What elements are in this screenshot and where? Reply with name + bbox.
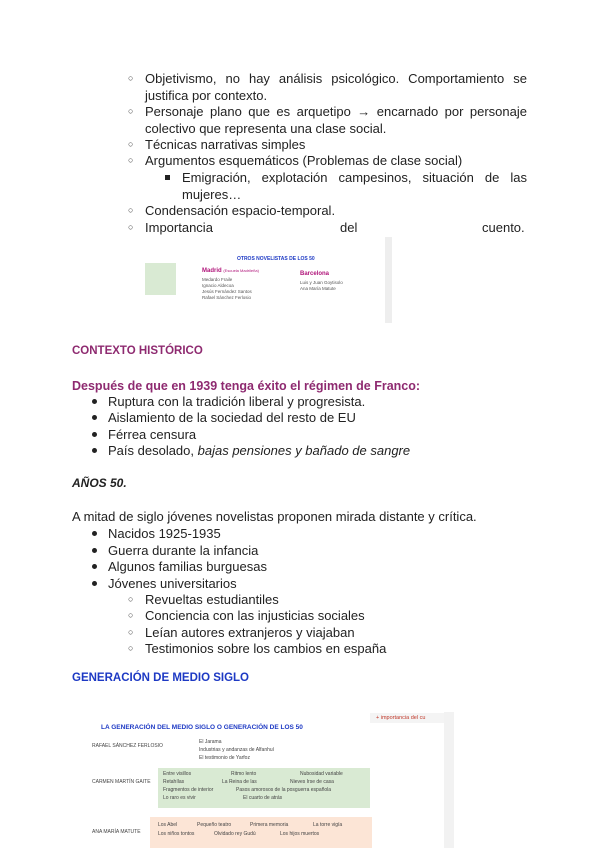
barcelona-name: Ana María Matute [300,286,336,291]
madrid-name: Ignacio Aldecoa [202,283,234,288]
author-label: ANA MARÍA MATUTE [92,829,141,835]
madrid-sub: (Escuela Madrileña) [223,268,259,273]
anos50-intro: A mitad de siglo jóvenes novelistas proponen mirada distante y crítica. [72,509,477,524]
list-subitem: Revueltas estudiantiles [145,592,279,607]
work-title: Nubosidad variable [300,771,343,777]
hollow-bullet-icon: ○ [128,73,134,83]
note-text: + importancia del cu [376,715,426,721]
list-item-word: Importancia [145,220,213,235]
author-label: CARMEN MARTÍN GAITE [92,779,151,785]
work-title: El testimonio de Yarfoz [199,755,250,761]
hollow-bullet-icon: ○ [128,594,134,604]
author-label: RAFAEL SÁNCHEZ FERLOSIO [92,743,163,749]
bullet-icon [92,531,97,536]
generacion-image [88,712,454,848]
work-title: La torre vigía [313,822,343,828]
green-block [145,263,176,295]
image-title: LA GENERACIÓN DEL MEDIO SIGLO O GENERACIÓN DE LOS 50 [101,724,303,731]
contexto-subheading: Después de que en 1939 tenga éxito el régimen de Franco: [72,379,421,393]
hollow-bullet-icon: ○ [128,222,134,232]
hollow-bullet-icon: ○ [128,139,134,149]
list-item: Aislamiento de la sociedad del resto de EU [108,410,356,425]
anos50-heading: AÑOS 50. [72,476,127,490]
barcelona-heading: Barcelona [300,271,330,277]
list-item-emphasis: bajas pensiones y bañado de sangre [197,443,411,458]
work-title: Entre visillos [163,771,192,777]
list-subitem: Conciencia con las injusticias sociales [145,608,365,623]
list-item-word: cuento. [482,220,525,235]
hollow-bullet-icon: ○ [128,106,134,116]
list-item [108,443,410,460]
madrid-name: Rafael Sánchez Ferlosio [202,295,252,300]
hollow-bullet-icon: ○ [128,627,134,637]
madrid-name: Medardo Fraile [202,277,233,282]
image-shadow [444,712,454,848]
bullet-icon [92,415,97,420]
work-title: Industrias y andanzas de Alfanhuí [199,747,275,753]
image-shadow [385,237,392,323]
list-subitem: Testimonios sobre los cambios en españa [145,641,387,656]
work-title: Primera memoria [250,822,289,828]
work-title: Pequeño teatro [197,822,232,828]
generacion-heading: GENERACIÓN DE MEDIO SIGLO [72,672,249,684]
work-title: Los hijos muertos [280,831,320,837]
bullet-icon [92,432,97,437]
work-title: Lo raro es vivir [163,795,196,801]
work-title: Pasos amorosos de la posguerra española [236,787,332,793]
work-title: Retahílas [163,779,185,785]
list-item: Ruptura con la tradición liberal y progresista. [108,394,366,409]
work-title: Ritmo lento [231,771,257,777]
contexto-heading: CONTEXTO HISTÓRICO [72,345,203,357]
bullet-icon [92,564,97,569]
bullet-icon [92,448,97,453]
hollow-bullet-icon: ○ [128,610,134,620]
square-bullet-icon [165,175,170,180]
list-item: Condensación espacio-temporal. [145,203,336,218]
image-title: OTROS NOVELISTAS DE LOS 50 [237,256,315,262]
list-item: Algunos familias burguesas [108,559,267,574]
list-item: Férrea censura [108,427,197,442]
list-item: Objetivismo, no hay análisis psicológico. Comportamiento se justifica por contexto. [145,71,527,103]
work-title: Los niños tontos [158,831,195,837]
list-item: Nacidos 1925-1935 [108,526,221,541]
list-item: Guerra durante la infancia [108,543,259,558]
work-title: El Jarama [199,739,222,745]
hollow-bullet-icon: ○ [128,155,134,165]
novelistas-image [145,237,393,323]
work-title: Los Abel [158,822,178,828]
bullet-icon [92,581,97,586]
list-subitem: Emigración, explotación campesinos, situación de las mujeres… [182,170,527,202]
work-title: El cuarto de atrás [243,795,283,801]
work-title: Nieves Irse de casa [290,779,334,785]
madrid-name: Jesús Fernández Santos [202,289,252,294]
bullet-icon [92,548,97,553]
barcelona-name: Luis y Juan Goytisolo [300,280,343,285]
hollow-bullet-icon: ○ [128,205,134,215]
list-subitem: Leían autores extranjeros y viajaban [145,625,355,640]
hollow-bullet-icon: ○ [128,643,134,653]
work-title: La Reina de las [222,779,257,785]
list-item: Personaje plano que es arquetipo → encarnado por personaje colectivo que representa una clase social. [145,104,527,136]
list-item-text: País desolado, [108,443,198,458]
madrid-heading: Madrid [202,268,222,274]
work-title: Olvidado rey Gudú [214,831,256,837]
list-item: Jóvenes universitarios [108,576,237,591]
list-item: Técnicas narrativas simples [145,137,306,152]
bullet-icon [92,399,97,404]
madrid-label [202,268,259,274]
work-title: Fragmentos de interior [163,787,214,793]
list-item-word: del [340,220,358,235]
list-item: Argumentos esquemáticos (Problemas de clase social) [145,153,463,168]
